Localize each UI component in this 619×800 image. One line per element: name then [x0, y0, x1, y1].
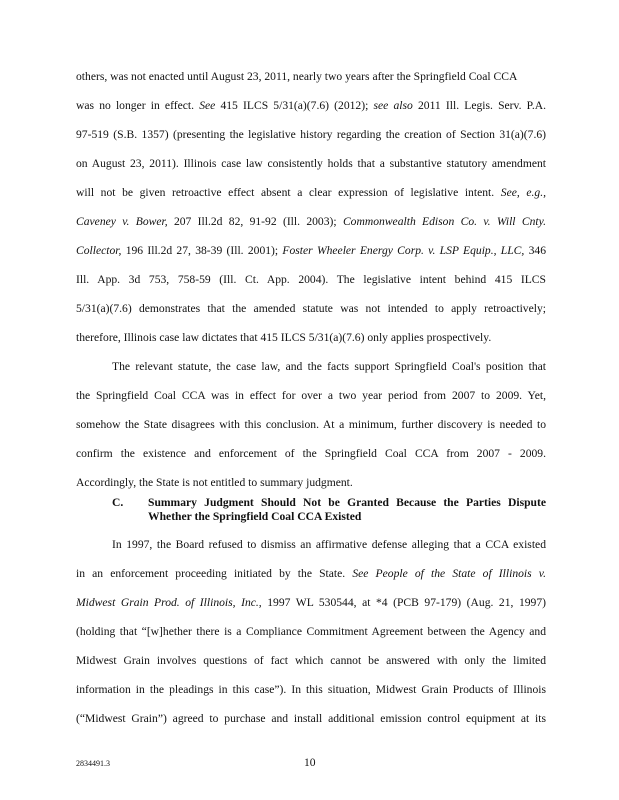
body-text-line: on August 23, 2011). Illinois case law consistently holds that a substantive statutory amendment [76, 157, 546, 170]
body-text-line: somehow the State disagrees with this conclusion. At a minimum, further discovery is needed to [76, 418, 546, 431]
body-text-line: (holding that “[w]hether there is a Compliance Commitment Agreement between the Agency and [76, 625, 546, 638]
body-text-line: others, was not enacted until August 23, 2011, nearly two years after the Springfield Coal CCA [76, 70, 518, 83]
body-text-line: (“Midwest Grain”) agreed to purchase and install additional emission control equipment at its [76, 712, 546, 725]
body-text-line: Caveney v. Bower, 207 Ill.2d 82, 91-92 (Ill. 2003); Commonwealth Edison Co. v. Will Cnty. [76, 215, 546, 228]
body-text-line: confirm the existence and enforcement of the Springfield Coal CCA from 2007 - 2009. [76, 447, 546, 460]
body-text-line: Ill. App. 3d 753, 758-59 (Ill. Ct. App. 2004). The legislative intent behind 415 ILCS [76, 273, 546, 286]
body-text-line: 97-519 (S.B. 1357) (presenting the legislative history regarding the creation of Section 31(a)(7.6) [76, 128, 546, 141]
section-heading-line: Whether the Springfield Coal CCA Existed [148, 510, 362, 523]
body-text-line: was no longer in effect. See 415 ILCS 5/31(a)(7.6) (2012); see also 2011 Ill. Legis. Serv. P.A. [76, 99, 546, 112]
body-text-line: information in the pleadings in this case”). In this situation, Midwest Grain Products of Illinois [76, 683, 546, 696]
body-text-line: in an enforcement proceeding initiated by the State. See People of the State of Illinois v. [76, 567, 546, 580]
body-text-line: therefore, Illinois case law dictates that 415 ILCS 5/31(a)(7.6) only applies prospectively. [76, 331, 492, 344]
body-text-line: Midwest Grain involves questions of fact which cannot be answered with only the limited [76, 654, 546, 667]
body-text-line: Accordingly, the State is not entitled to summary judgment. [76, 476, 353, 489]
document-id: 2834491.3 [76, 759, 110, 768]
section-heading-line: Summary Judgment Should Not be Granted Because the Parties Dispute [148, 496, 546, 509]
page-number: 10 [304, 756, 316, 769]
section-label: C. [112, 496, 124, 509]
body-text-line: The relevant statute, the case law, and the facts support Springfield Coal's position that [112, 360, 546, 373]
body-text-line: Collector, 196 Ill.2d 27, 38-39 (Ill. 2001); Foster Wheeler Energy Corp. v. LSP Equip., LLC, 346 [76, 244, 546, 257]
body-text-line: will not be given retroactive effect absent a clear expression of legislative intent. See, e.g., [76, 186, 547, 199]
body-text-line: Midwest Grain Prod. of Illinois, Inc., 1997 WL 530544, at *4 (PCB 97-179) (Aug. 21, 1997) [76, 596, 546, 609]
body-text-line: In 1997, the Board refused to dismiss an affirmative defense alleging that a CCA existed [112, 538, 546, 551]
body-text-line: the Springfield Coal CCA was in effect for over a two year period from 2007 to 2009. Yet, [76, 389, 546, 402]
body-text-line: 5/31(a)(7.6) demonstrates that the amended statute was not intended to apply retroactively; [76, 302, 546, 315]
